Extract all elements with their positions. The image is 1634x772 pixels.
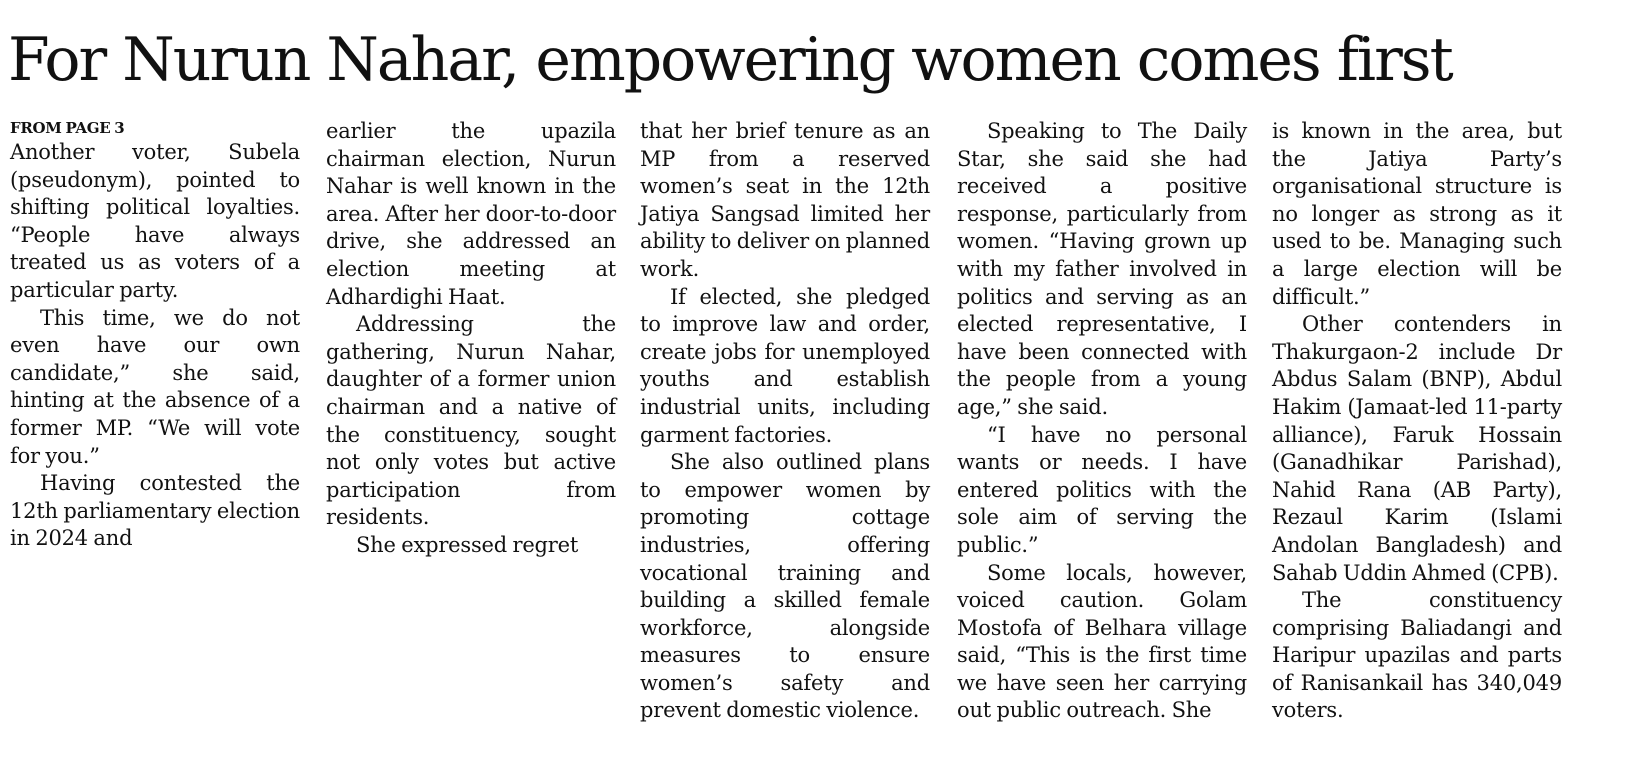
headline: For Nurun Nahar, empowering women comes first [8,25,1452,95]
paragraph: Some locals, however, voiced caution. Golam Mostofa of Belhara village said, “This is the first time we have seen her carrying out public outreach. She [957,560,1247,723]
paragraph: Other contenders in Thakurgaon-2 include Dr Abdus Salam (BNP), Abdul Hakim (Jamaat-led 11-party alliance), Faruk Hossain (Ganadhikar Parishad), Nahid Rana (AB Party), Rezaul Karim (Islami Andolan Bangladesh) and Sahab Uddin Ahmed (CPB). [1272,312,1562,585]
paragraph: Addressing the gathering, Nurun Nahar, daughter of a former union chairman and a native of the constituency, sought not only votes but active participation from residents. [326,312,616,530]
article-column-2 [326,118,616,560]
article-column-5 [1272,118,1562,725]
paragraph: “I have no personal wants or needs. I have entered politics with the sole aim of serving the public.” [957,422,1247,557]
paragraph: This time, we do not even have our own candidate,” she said, hinting at the absence of a former MP. “We will vote for you.” [10,305,300,468]
paragraph: The constituency comprising Baliadangi and Haripur upazilas and parts of Ranisankail has 340,049 voters. [1272,588,1562,723]
jump-line: FROM PAGE 3 [10,119,125,137]
paragraph: Having contested the 12th parliamentary election in 2024 and [10,471,300,551]
paragraph: She expressed regret [356,532,579,557]
paragraph: Another voter, Subela (pseudonym), pointed to shifting political loyalties. “People have always treated us as voters of a particular party. [10,140,300,302]
paragraph: that her brief tenure as an MP from a reserved women’s seat in the 12th Jatiya Sangsad limited her ability to deliver on planned work. [640,119,930,281]
paragraph: earlier the upazila chairman election, Nurun Nahar is well known in the area. After her door-to-door drive, she addressed an election meeting at Adhardighi Haat. [326,119,616,309]
paragraph: is known in the area, but the Jatiya Party’s organisational structure is no longer as strong as it used to be. Managing such a large election will be difficult.” [1272,119,1562,309]
paragraph: If elected, she pledged to improve law and order, create jobs for unemployed youths and establish industrial units, including garment factories. [640,284,930,447]
article-column-4 [957,118,1247,725]
article-column-3 [640,118,930,725]
paragraph: She also outlined plans to empower women by promoting cottage industries, offering vocational training and building a skilled female workforce, alongside measures to ensure women’s safety and prevent domestic violence. [640,450,930,723]
paragraph: Speaking to The Daily Star, she said she had received a positive response, particularly from women. “Having grown up with my father involved in politics and serving as an elected representative, I have been connected with the people from a young age,” she said. [957,119,1247,419]
article-column-1 [10,118,300,553]
